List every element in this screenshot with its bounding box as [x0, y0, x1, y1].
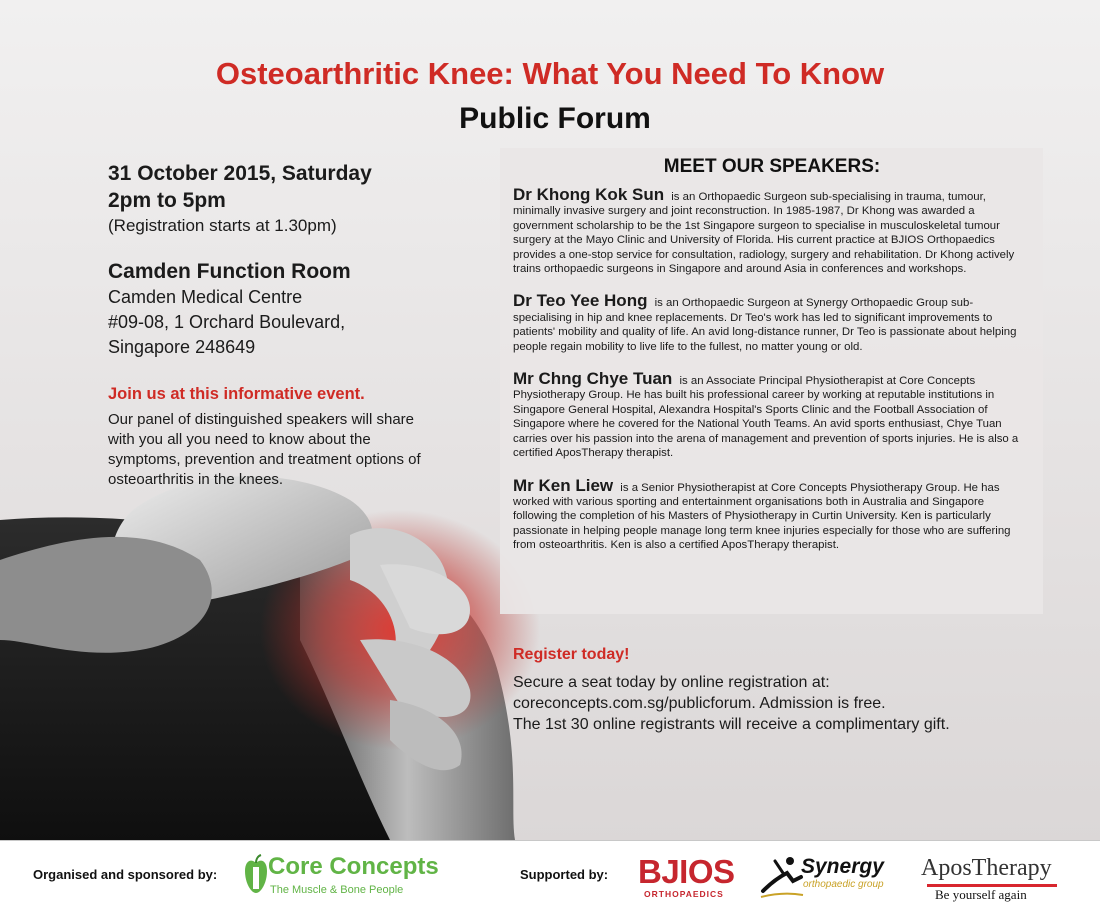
- synergy-sub: orthopaedic group: [803, 879, 884, 890]
- speaker-name: Mr Ken Liew: [513, 475, 614, 495]
- event-description: Our panel of distinguished speakers will share with you all you need to know about the symptoms, prevention and treatment options of osteoarthritis in the knees.: [108, 411, 421, 488]
- join-heading: Join us at this informative event.: [108, 385, 365, 403]
- address-line: #09-08, 1 Orchard Boulevard,: [108, 312, 346, 332]
- event-details: [108, 160, 443, 490]
- register-line: coreconcepts.com.sg/publicforum. Admission is free.: [513, 695, 886, 712]
- speaker-bio: is an Orthopaedic Surgeon at Synergy Orthopaedic Group sub-specialising in hip and knee replacements. Dr Teo's work has led to significant improvements to patients' mobility and quality of life. An avid long-distance runner, Dr Teo is passionate about helping people regain mobility to live life to the fullest, no matter young or old.: [513, 297, 1017, 353]
- synergy-name: Synergy: [801, 855, 884, 878]
- apostherapy-tagline: Be yourself again: [935, 887, 1027, 902]
- event-subtitle: Public Forum: [459, 102, 651, 135]
- runner-icon: [757, 855, 805, 899]
- core-concepts-tagline: The Muscle & Bone People: [270, 884, 404, 896]
- speaker-name: Mr Chng Chye Tuan: [513, 369, 673, 389]
- bjios-logo: [637, 853, 737, 905]
- register-heading: Register today!: [513, 646, 630, 663]
- speaker-bio: is a Senior Physiotherapist at Core Concepts Physiotherapy Group. He has worked with various sporting and entertainment organisations both in Australia and Singapore following the completion of his Masters of Physiotherapy in Curtin University. Ken is particularly passionate in helping people manage long term knee injuries especially for those who are suffering from osteoarthritis. Ken is also a certified AposTherapy therapist.: [513, 481, 1011, 552]
- event-time: 2pm to 5pm: [108, 189, 226, 212]
- register-section: [513, 644, 1073, 735]
- speaker-name: Dr Khong Kok Sun: [513, 185, 665, 204]
- bjios-name: BJIOS: [638, 853, 735, 890]
- speakers-panel: [500, 148, 1043, 614]
- synergy-logo: [757, 851, 907, 907]
- speaker-entry: [513, 291, 1031, 354]
- speaker-entry: [513, 369, 1031, 460]
- apostherapy-logo: [921, 851, 1081, 907]
- speakers-heading: MEET OUR SPEAKERS:: [663, 156, 881, 177]
- core-concepts-name: Core Concepts: [268, 853, 439, 880]
- supported-label: Supported by:: [520, 867, 609, 882]
- core-concepts-logo: [243, 851, 443, 907]
- register-line: Secure a seat today by online registration at:: [513, 674, 830, 691]
- sponsor-footer: [0, 840, 1100, 913]
- bjios-sub: ORTHOPAEDICS: [644, 889, 724, 899]
- apostherapy-name: AposTherapy: [921, 855, 1052, 881]
- speaker-bio: is an Associate Principal Physiotherapist at Core Concepts Physiotherapy Group. He has built his professional career by working at reputable institutions in Singapore General Hospital, Alexandra Hospital's Sports Clinic and the Football Association of Singapore where he covered for the National Youth Teams. An avid sports enthusiast, Chye Tuan carries over his passion into the arena of management and prevention of sports injuries. He is also a certified AposTherapy therapist.: [513, 375, 1019, 460]
- register-line: The 1st 30 online registrants will receive a complimentary gift.: [513, 716, 950, 733]
- address-line: Singapore 248649: [108, 337, 256, 357]
- speaker-entry: [513, 475, 1031, 553]
- speaker-entry: [513, 185, 1031, 276]
- event-date: 31 October 2015, Saturday: [108, 162, 372, 185]
- speaker-name: Dr Teo Yee Hong: [513, 291, 648, 311]
- registration-note: (Registration starts at 1.30pm): [108, 216, 337, 235]
- organised-label: Organised and sponsored by:: [33, 867, 218, 882]
- event-title: Osteoarthritic Knee: What You Need To Know: [215, 56, 885, 91]
- apple-icon: [243, 853, 269, 897]
- venue-name: Camden Function Room: [108, 260, 351, 283]
- register-text: [513, 672, 1073, 735]
- speaker-bio: is an Orthopaedic Surgeon sub-specialising in trauma, tumour, minimally invasive surgery and joint reconstruction. In 1985-1987, Dr Khong was awarded a government scholarship to be the 1st Singapore surgeon to specialise in musculoskeletal tumour surgery at the Mayo Clinic and University of Florida. His current practice at BJIOS Orthopaedics provides a one-stop service for consultation, radiology, surgery and rehabilitation. Dr Khong actively trains orthopaedic surgeons in Singapore and around Asia in conferences and workshops.: [513, 191, 1015, 276]
- address-line: Camden Medical Centre: [108, 287, 303, 307]
- header: [0, 56, 1100, 136]
